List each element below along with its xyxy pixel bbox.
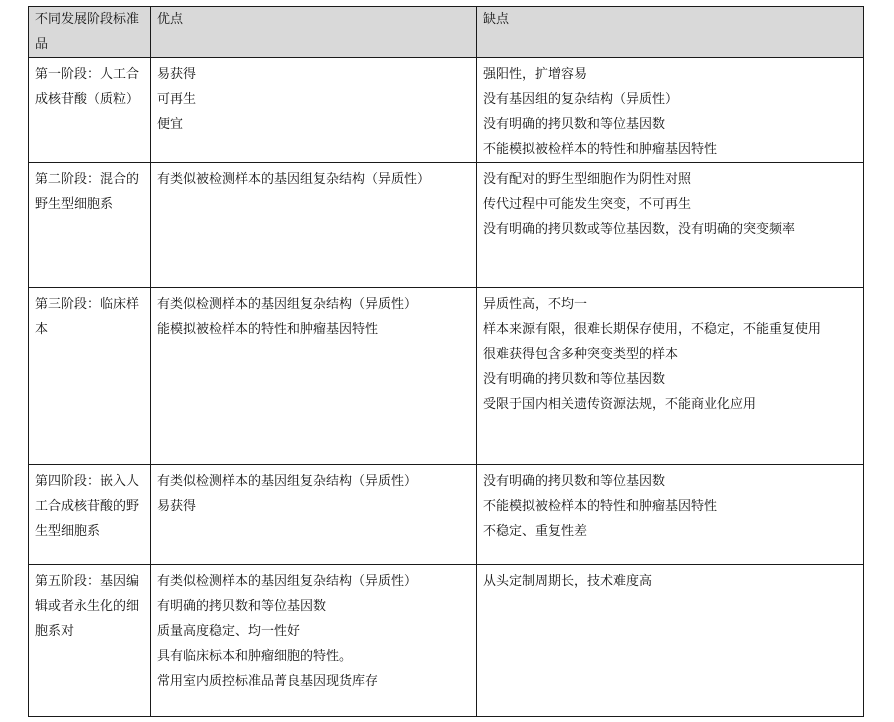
pros-item: 具有临床标本和肿瘤细胞的特性。 (157, 649, 353, 664)
table-row (29, 58, 864, 163)
pros-cell (151, 565, 477, 717)
table-row (29, 465, 864, 565)
cons-item: 不稳定、重复性差 (483, 524, 588, 539)
cons-item: 没有明确的拷贝数或等位基因数，没有明确的突变频率 (483, 222, 796, 237)
stage-comparison-table (28, 6, 864, 717)
table-row (29, 565, 864, 717)
header-pros: 优点 (151, 7, 477, 58)
pros-item: 质量高度稳定、均一性好 (157, 624, 301, 639)
pros-cell (151, 465, 477, 565)
cons-item: 强阳性，扩增容易 (483, 67, 588, 82)
pros-item: 能模拟被检样本的特性和肿瘤基因特性 (157, 322, 379, 337)
pros-item: 有类似检测样本的基因组复杂结构（异质性） (157, 474, 418, 489)
stage-cell: 第二阶段：混合的野生型细胞系 (29, 163, 151, 288)
cons-cell (477, 58, 864, 163)
cons-item: 样本来源有限，很难长期保存使用，不稳定，不能重复使用 (483, 322, 822, 337)
cons-item: 没有明确的拷贝数和等位基因数 (483, 117, 666, 132)
pros-item: 有类似检测样本的基因组复杂结构（异质性） (157, 297, 418, 312)
cons-cell (477, 163, 864, 288)
pros-item: 易获得 (157, 67, 197, 82)
header-cons: 缺点 (477, 7, 864, 58)
cons-cell (477, 288, 864, 465)
table-row (29, 163, 864, 288)
stage-cell: 第三阶段：临床样本 (29, 288, 151, 465)
cons-item: 没有明确的拷贝数和等位基因数 (483, 372, 666, 387)
table-row (29, 288, 864, 465)
pros-item: 便宜 (157, 117, 184, 132)
pros-cell (151, 288, 477, 465)
cons-cell (477, 565, 864, 717)
cons-item: 传代过程中可能发生突变，不可再生 (483, 197, 692, 212)
cons-item: 没有明确的拷贝数和等位基因数 (483, 474, 666, 489)
pros-item: 有明确的拷贝数和等位基因数 (157, 599, 327, 614)
stage-cell: 第五阶段：基因编辑或者永生化的细胞系对 (29, 565, 151, 717)
cons-cell (477, 465, 864, 565)
pros-item: 有类似被检测样本的基因组复杂结构（异质性） (157, 172, 431, 187)
pros-item: 易获得 (157, 499, 197, 514)
table-header-row (29, 7, 864, 58)
pros-item: 常用室内质控标准品菁良基因现货库存 (157, 674, 379, 689)
pros-item: 有类似检测样本的基因组复杂结构（异质性） (157, 574, 418, 589)
pros-item: 可再生 (157, 92, 197, 107)
cons-item: 没有配对的野生型细胞作为阴性对照 (483, 172, 692, 187)
cons-item: 异质性高，不均一 (483, 297, 588, 312)
cons-item: 受限于国内相关遗传资源法规，不能商业化应用 (483, 397, 757, 412)
cons-item: 从头定制周期长，技术难度高 (483, 574, 653, 589)
header-stage: 不同发展阶段标准品 (29, 7, 151, 58)
cons-item: 不能模拟被检样本的特性和肿瘤基因特性 (483, 499, 718, 514)
stage-cell: 第四阶段：嵌入人工合成核苷酸的野生型细胞系 (29, 465, 151, 565)
cons-item: 不能模拟被检样本的特性和肿瘤基因特性 (483, 142, 718, 157)
pros-cell (151, 163, 477, 288)
pros-cell (151, 58, 477, 163)
stage-cell: 第一阶段：人工合成核苷酸（质粒） (29, 58, 151, 163)
cons-item: 很难获得包含多种突变类型的样本 (483, 347, 679, 362)
cons-item: 没有基因组的复杂结构（异质性） (483, 92, 679, 107)
